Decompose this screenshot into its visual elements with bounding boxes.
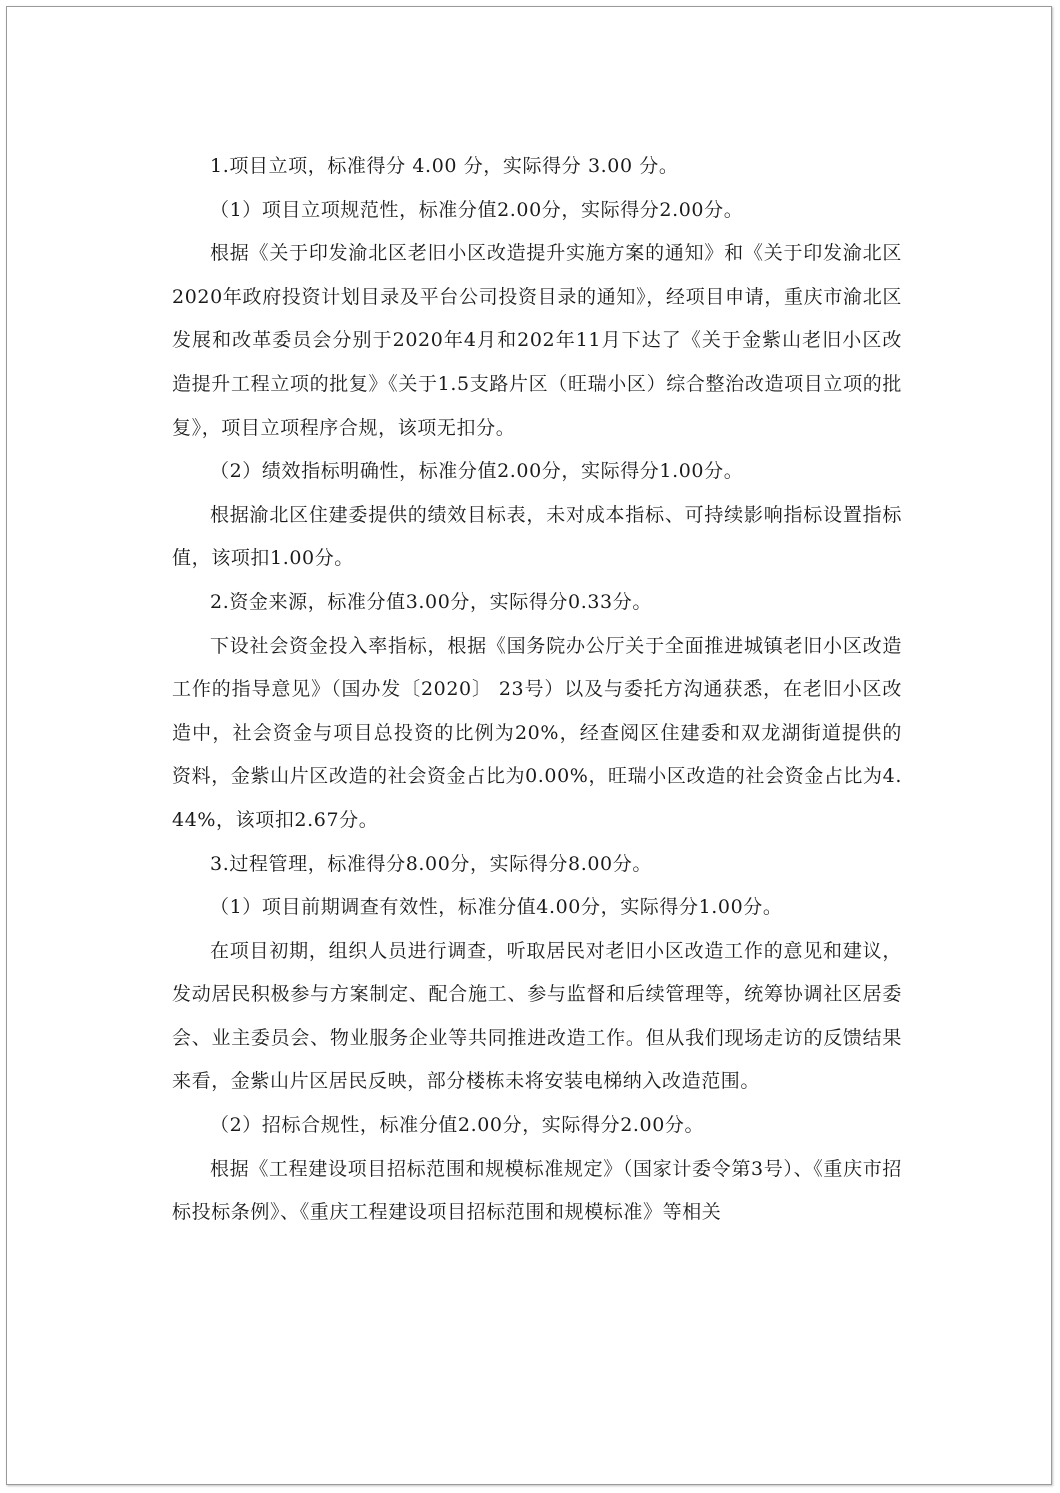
document-page (6, 6, 1052, 1485)
paragraph-approval-basis: 根据《关于印发渝北区老旧小区改造提升实施方案的通知》和《关于印发渝北区2020年政府投资计划目录及平台公司投资目录的通知》，经项目申请，重庆市渝北区发展和改革委员会分别于2020年4月和202年11月下达了《关于金紫山老旧小区改造提升工程立项的批复》《关于1.5支路片区（旺瑞小区）综合整治改造项目立项的批复》，项目立项程序合规，该项无扣分。 (172, 242, 902, 439)
section-heading-funding-source: 2.资金来源，标准分值3.00分，实际得分0.33分。 (210, 590, 652, 613)
paragraph-bidding-compliance: 根据《工程建设项目招标范围和规模标准规定》（国家计委令第3号）、《重庆市招标投标条例》、《重庆工程建设项目招标范围和规模标准》等相关 (172, 1157, 902, 1224)
paragraph-preliminary-survey: 在项目初期，组织人员进行调查，听取居民对老旧小区改造工作的意见和建议，发动居民积极参与方案制定、配合施工、参与监督和后续管理等，统筹协调社区居委会、业主委员会、物业服务企业等共同推进改造工作。但从我们现场走访的反馈结果来看，金紫山片区居民反映，部分楼栋未将安装电梯纳入改造范围。 (172, 939, 902, 1093)
document-body (172, 145, 902, 1235)
paragraph-funding-source: 下设社会资金投入率指标，根据《国务院办公厅关于全面推进城镇老旧小区改造工作的指导意见》（国办发〔2020〕 23号）以及与委托方沟通获悉，在老旧小区改造中，社会资金与项目总投资的比例为20%，经查阅区住建委和双龙湖街道提供的资料，金紫山片区改造的社会资金占比为0.00%，旺瑞小区改造的社会资金占比为4.44%，该项扣2.67分。 (172, 634, 902, 831)
subsection-heading-approval-compliance: （1）项目立项规范性，标准分值2.00分，实际得分2.00分。 (210, 198, 744, 221)
paragraph-performance-indicators: 根据渝北区住建委提供的绩效目标表，未对成本指标、可持续影响指标设置指标值，该项扣1.00分。 (172, 503, 902, 570)
subsection-heading-preliminary-survey: （1）项目前期调查有效性，标准分值4.00分，实际得分1.00分。 (210, 896, 783, 919)
subsection-heading-bidding-compliance: （2）招标合规性，标准分值2.00分，实际得分2.00分。 (210, 1114, 705, 1137)
subsection-heading-performance-indicators: （2）绩效指标明确性，标准分值2.00分，实际得分1.00分。 (210, 460, 744, 483)
section-heading-project-approval: 1.项目立项，标准得分 4.00 分，实际得分 3.00 分。 (210, 155, 679, 177)
section-heading-process-management: 3.过程管理，标准得分8.00分，实际得分8.00分。 (210, 852, 652, 875)
